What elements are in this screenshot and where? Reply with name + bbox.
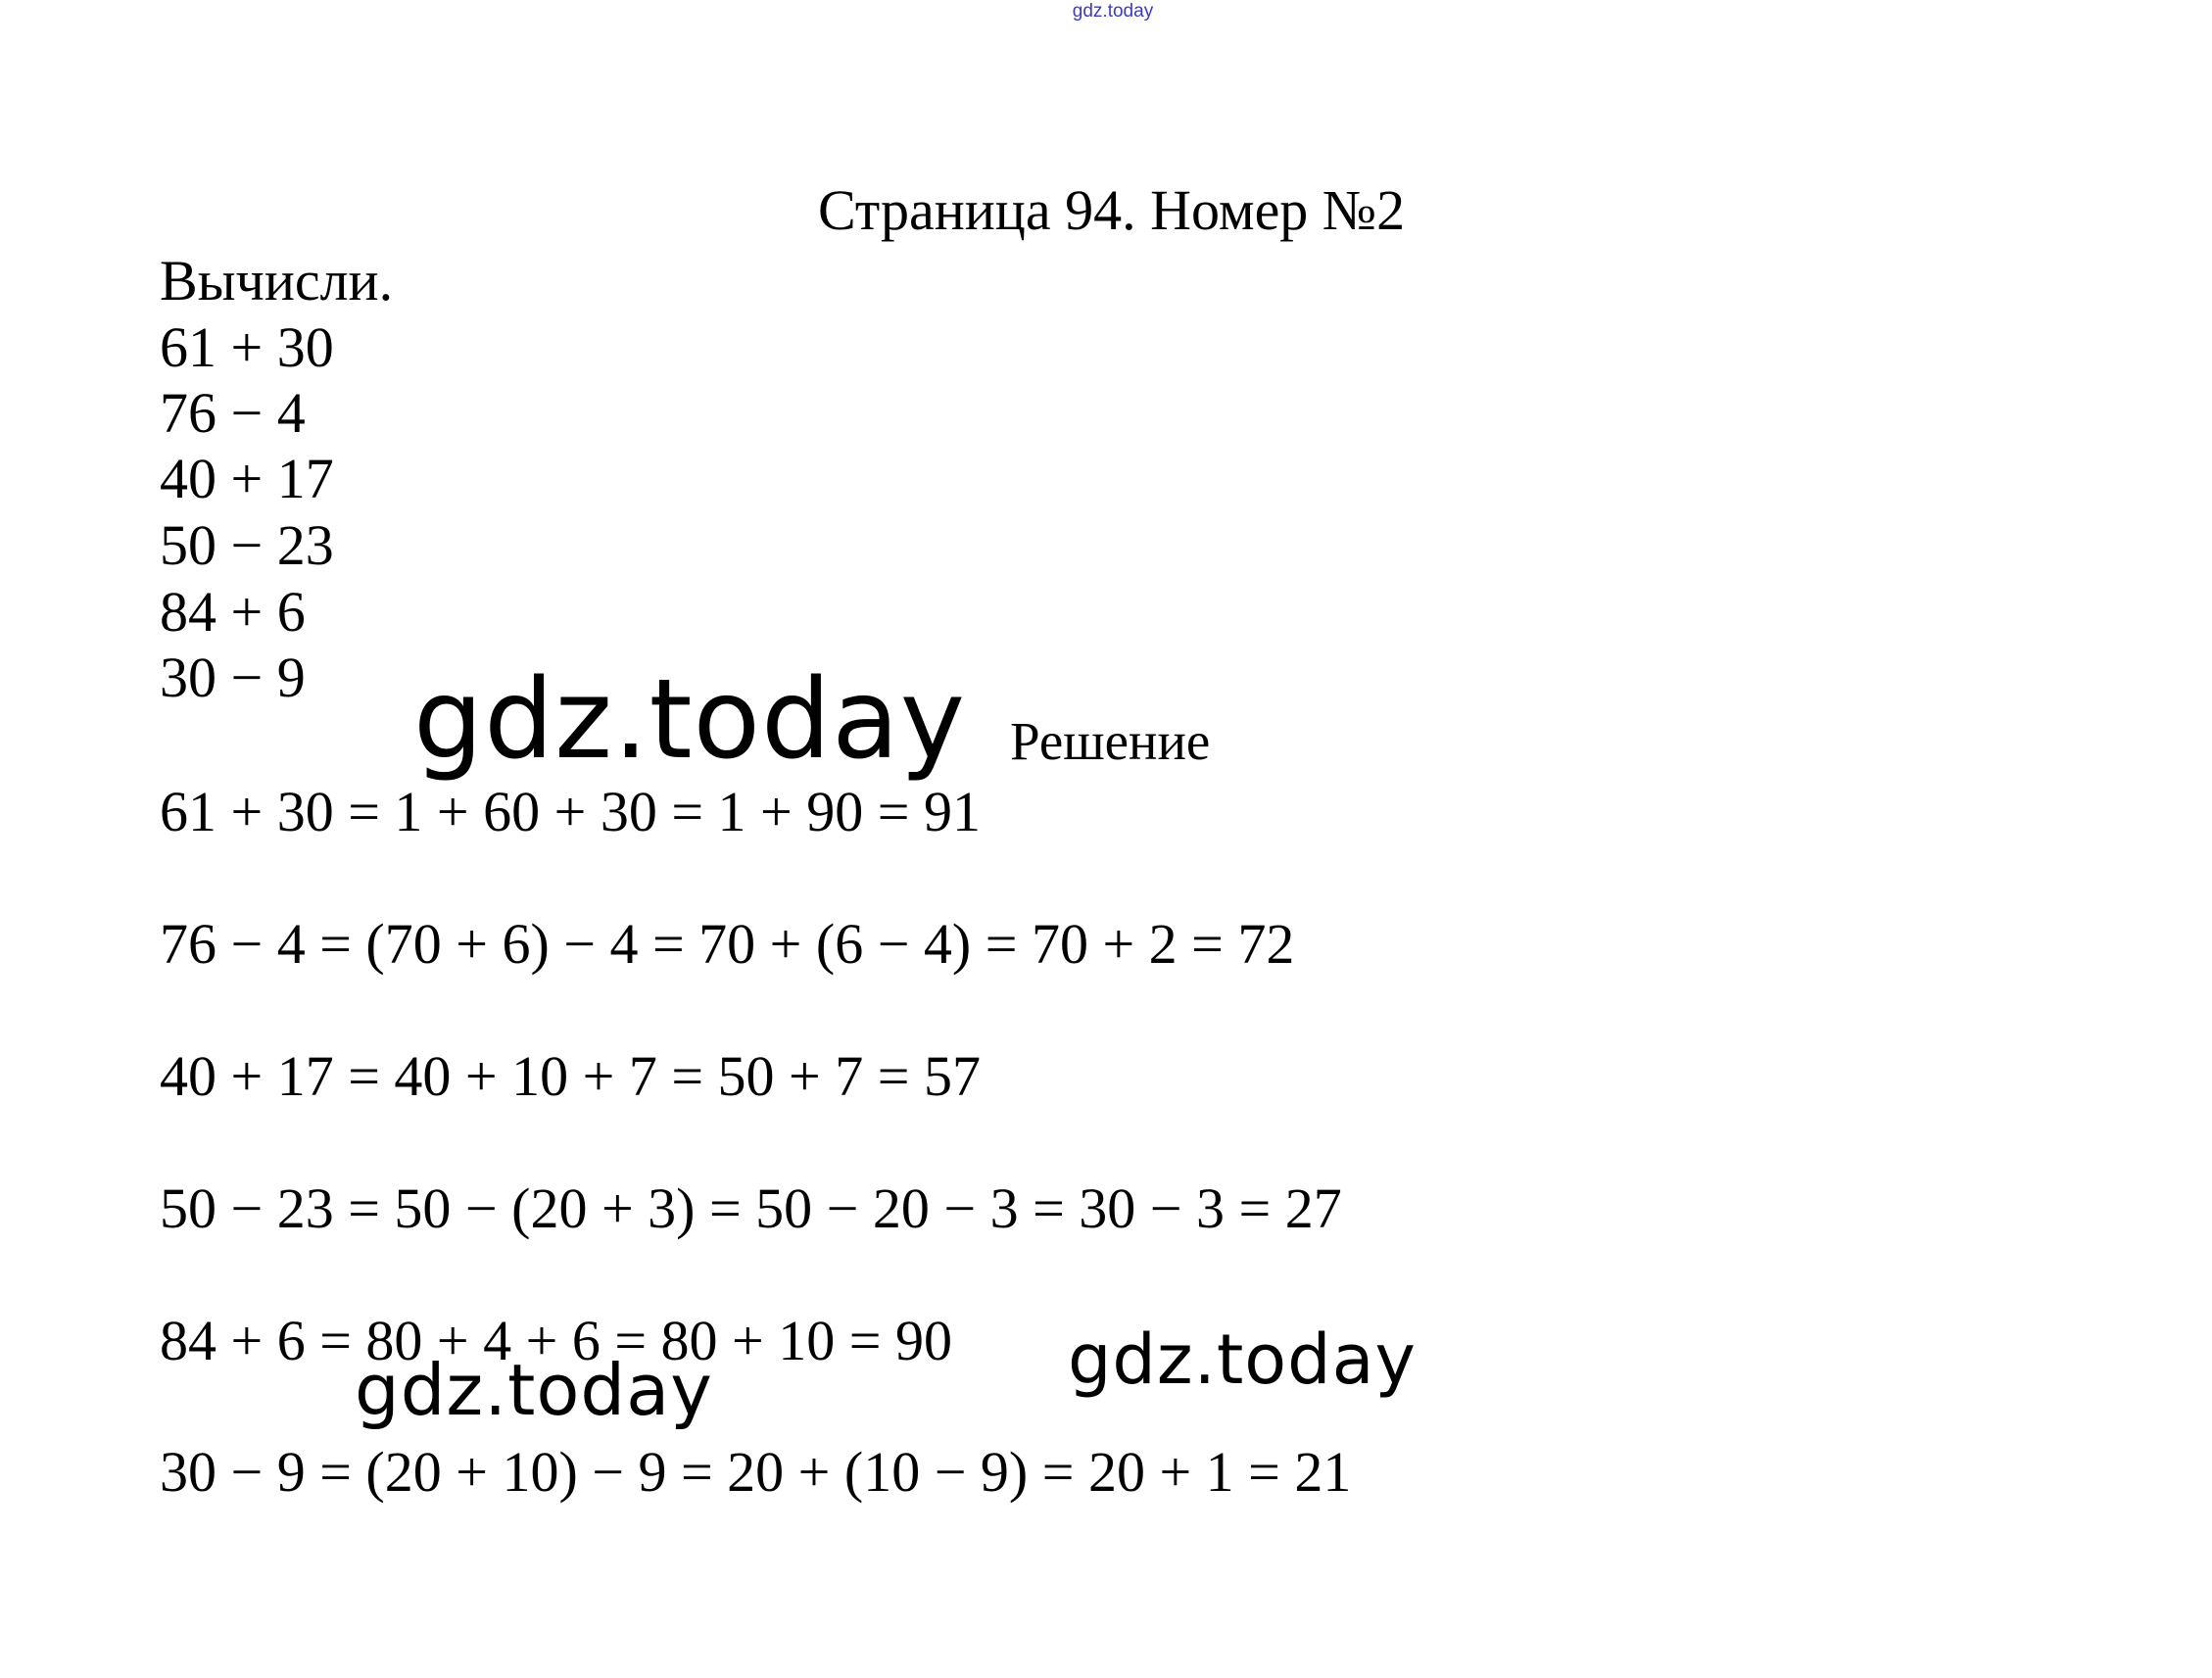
- site-mark-link[interactable]: gdz.today: [1072, 1, 1154, 22]
- solution-line: 30 − 9 = (20 + 10) − 9 = 20 + (10 − 9) = 20 + 1 = 21: [160, 1440, 1352, 1504]
- solution-line: 61 + 30 = 1 + 60 + 30 = 1 + 90 = 91: [160, 780, 981, 843]
- task-instruction: Вычисли.: [160, 249, 394, 312]
- solution-line: 84 + 6 = 80 + 4 + 6 = 80 + 10 = 90: [160, 1309, 952, 1372]
- task-expression: 76 − 4: [160, 381, 306, 445]
- task-expression: 84 + 6: [160, 580, 306, 644]
- task-expression: 40 + 17: [160, 447, 334, 510]
- solution-line: 76 − 4 = (70 + 6) − 4 = 70 + (6 − 4) = 70 + 2 = 72: [160, 912, 1295, 976]
- solution-line: 50 − 23 = 50 − (20 + 3) = 50 − 20 − 3 = 30 − 3 = 27: [160, 1176, 1342, 1240]
- solution-heading: Решение: [1010, 711, 1211, 771]
- page-title: Страница 94. Номер №2: [818, 178, 1406, 242]
- watermark: gdz.today: [355, 1349, 713, 1431]
- watermark: gdz.today: [413, 656, 967, 784]
- watermark: gdz.today: [1068, 1319, 1417, 1400]
- task-expression: 30 − 9: [160, 646, 306, 709]
- solution-line: 40 + 17 = 40 + 10 + 7 = 50 + 7 = 57: [160, 1044, 981, 1108]
- task-expression: 50 − 23: [160, 513, 334, 577]
- task-expression: 61 + 30: [160, 315, 334, 379]
